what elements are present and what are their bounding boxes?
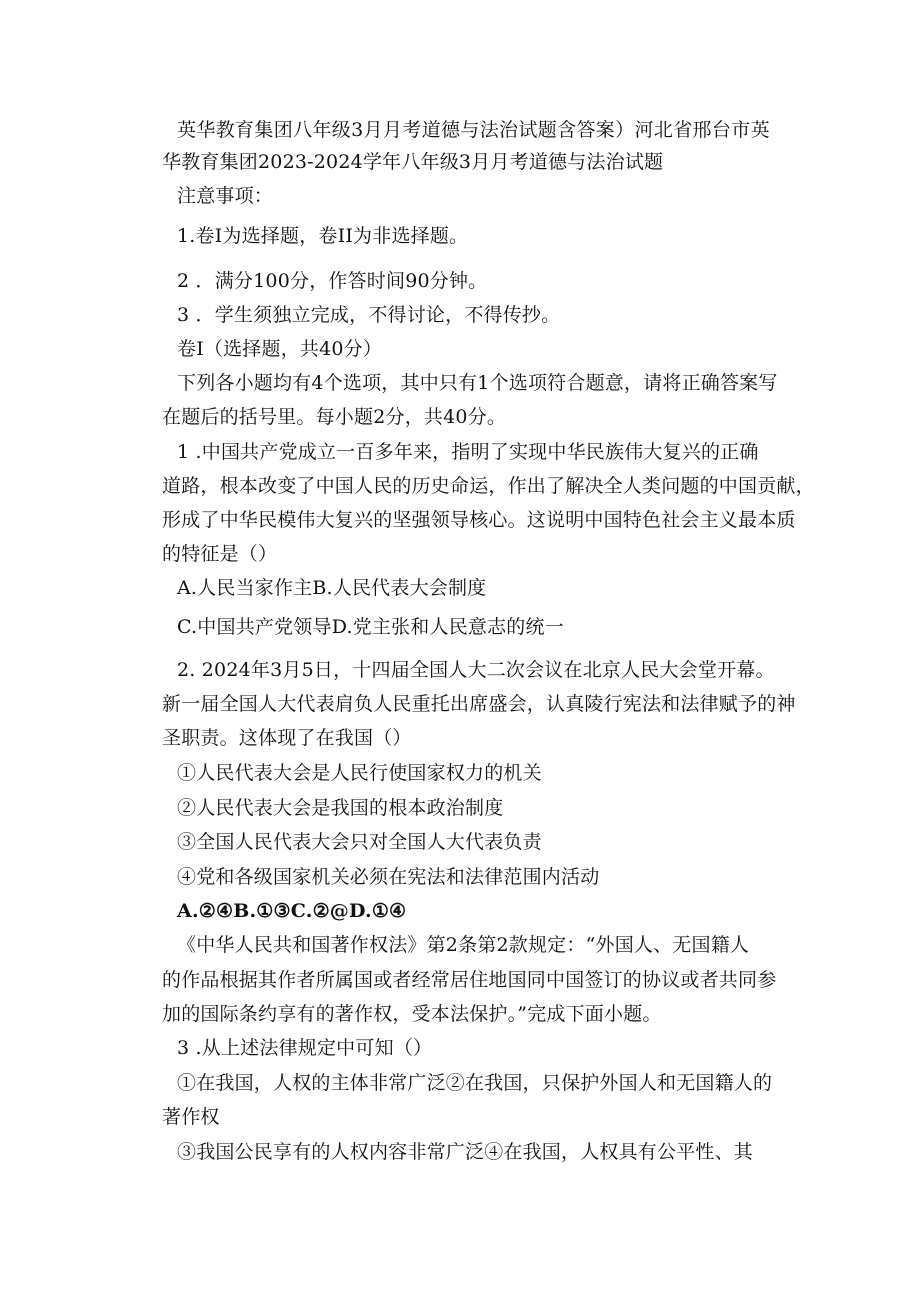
q3-statement-line-2: 著作权 bbox=[162, 1106, 220, 1128]
q1-stem-line-3: 形成了中华民模伟大复兴的坚强领导核心。这说明中国特色社会主义最本质 bbox=[162, 509, 796, 531]
q2-statement-4: ④党和各级国家机关必须在宪法和法律范围内活动 bbox=[177, 866, 600, 888]
section-instructions-line-1: 下列各小题均有4个选项，其中只有1个选项符合题意，请将正确答案写 bbox=[177, 372, 778, 394]
notice-item-1: 1.卷I为选择题，卷II为非选择题。 bbox=[177, 225, 469, 247]
q2-statement-2: ②人民代表大会是我国的根本政治制度 bbox=[177, 797, 504, 819]
passage-line-3: 加的国际条约享有的著作权，受本法保护。”完成下面小题。 bbox=[162, 1003, 662, 1025]
section-instructions-line-2: 在题后的括号里。每小题2分，共40分。 bbox=[162, 406, 507, 428]
notice-item-3: 3 ．学生须独立完成，不得讨论，不得传抄。 bbox=[177, 304, 561, 326]
notice-heading: 注意事项： bbox=[177, 185, 274, 207]
q1-option-line-1: A.人民当家作主B.人民代表大会制度 bbox=[177, 577, 487, 599]
document-title-line-2: 华教育集团2023-2024学年八年级3月月考道德与法治试题 bbox=[162, 151, 664, 173]
q2-options: A.②④B.①③C.②@D.①④ bbox=[177, 900, 407, 922]
section-heading: 卷I（选择题，共40分） bbox=[177, 338, 383, 360]
q1-stem-line-4: 的特征是（） bbox=[162, 543, 278, 565]
q2-stem-line-3: 圣职责。这体现了在我国（） bbox=[162, 727, 412, 749]
passage-line-1: 《中华人民共和国著作权法》第2条第2款规定：“外国人、无国籍人 bbox=[177, 934, 750, 956]
passage-line-2: 的作品根据其作者所属国或者经常居住地国同中国签订的协议或者共同参 bbox=[162, 969, 777, 991]
q1-stem-line-1: 1 .中国共产党成立一百多年来，指明了实现中华民族伟大复兴的正确 bbox=[177, 441, 759, 463]
document-title-line-1: 英华教育集团八年级3月月考道德与法治试题含答案）河北省邢台市英 bbox=[177, 119, 770, 141]
q1-option-line-2: C.中国共产党领导D.党主张和人民意志的统一 bbox=[177, 616, 564, 638]
notice-item-2: 2 ．满分100分，作答时间90分钟。 bbox=[177, 270, 488, 292]
q2-stem-line-2: 新一届全国人大代表肩负人民重托出席盛会，认真陵行宪法和法律赋予的神 bbox=[162, 693, 796, 715]
q3-stem: 3 .从上述法律规定中可知（） bbox=[177, 1037, 433, 1059]
q3-statement-line-3: ③我国公民享有的人权内容非常广泛④在我国，人权具有公平性、其 bbox=[177, 1141, 754, 1163]
q2-statement-3: ③全国人民代表大会只对全国人大代表负责 bbox=[177, 831, 542, 853]
q3-statement-line-1: ①在我国，人权的主体非常广泛②在我国，只保护外国人和无国籍人的 bbox=[177, 1072, 773, 1094]
q2-statement-1: ①人民代表大会是人民行使国家权力的机关 bbox=[177, 762, 542, 784]
q1-stem-line-2: 道路，根本改变了中国人民的历史命运，作出了解决全人类问题的中国贡献， bbox=[162, 475, 815, 497]
q2-stem-line-1: 2. 2024年3月5日，十四届全国人大二次会议在北京人民大会堂开幕。 bbox=[177, 659, 775, 681]
